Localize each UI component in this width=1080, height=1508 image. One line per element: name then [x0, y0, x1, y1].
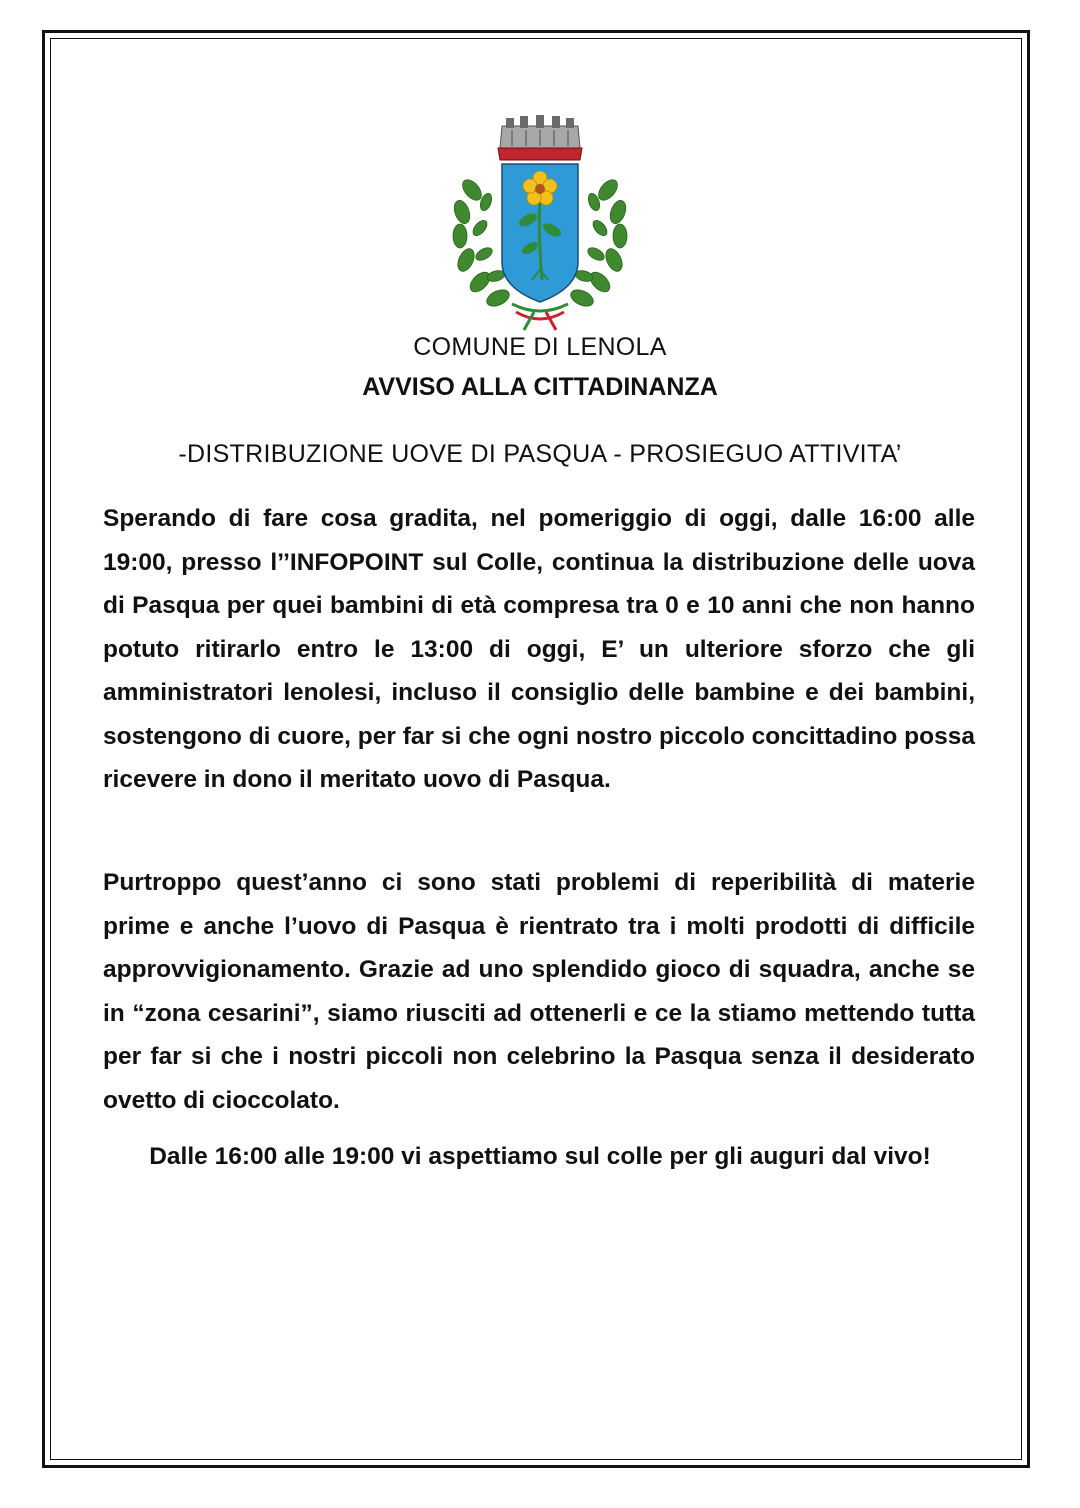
notice-title: AVVISO ALLA CITTADINANZA — [362, 373, 718, 401]
body-paragraph-2: Purtroppo quest’anno ci sono stati problemi di reperibilità di materie prime e anche l’uovo di Pasqua è rientrato tra i molti prodotti di difficile approvvigionamento. Grazie ad uno splendido gioco di squadra, anche se in “zona cesarini”, siamo riusciti ad ottenerli e ce la stiamo mettendo tutta per far si che i nostri piccoli non celebrino la Pasqua senza il desiderato ovetto di cioccolato. — [103, 869, 975, 1114]
body-paragraph-1: Sperando di fare cosa gradita, nel pomeriggio di oggi, dalle 16:00 alle 19:00, presso l’’INFOPOINT sul Colle, continua la distribuzione delle uova di Pasqua per quei bambini di età compresa tra 0 e 10 anni che non hanno potuto ritirarlo entro le 13:00 di oggi, E’ un ulteriore sforzo che gli amministratori lenolesi, incluso il consiglio delle bambine e dei bambini, sostengono di cuore, per far si che ogni nostro piccolo concittadino possa ricevere in dono il meritato uovo di Pasqua. — [103, 505, 975, 793]
closing-line: Dalle 16:00 alle 19:00 vi aspettiamo sul colle per gli auguri dal vivo! — [149, 1143, 931, 1170]
crown-icon — [498, 115, 582, 160]
notice-subject: -DISTRIBUZIONE UOVE DI PASQUA - PROSIEGUO ATTIVITA’ — [178, 440, 902, 468]
municipality-name: COMUNE DI LENOLA — [413, 333, 667, 361]
coat-of-arms-icon — [450, 112, 630, 332]
